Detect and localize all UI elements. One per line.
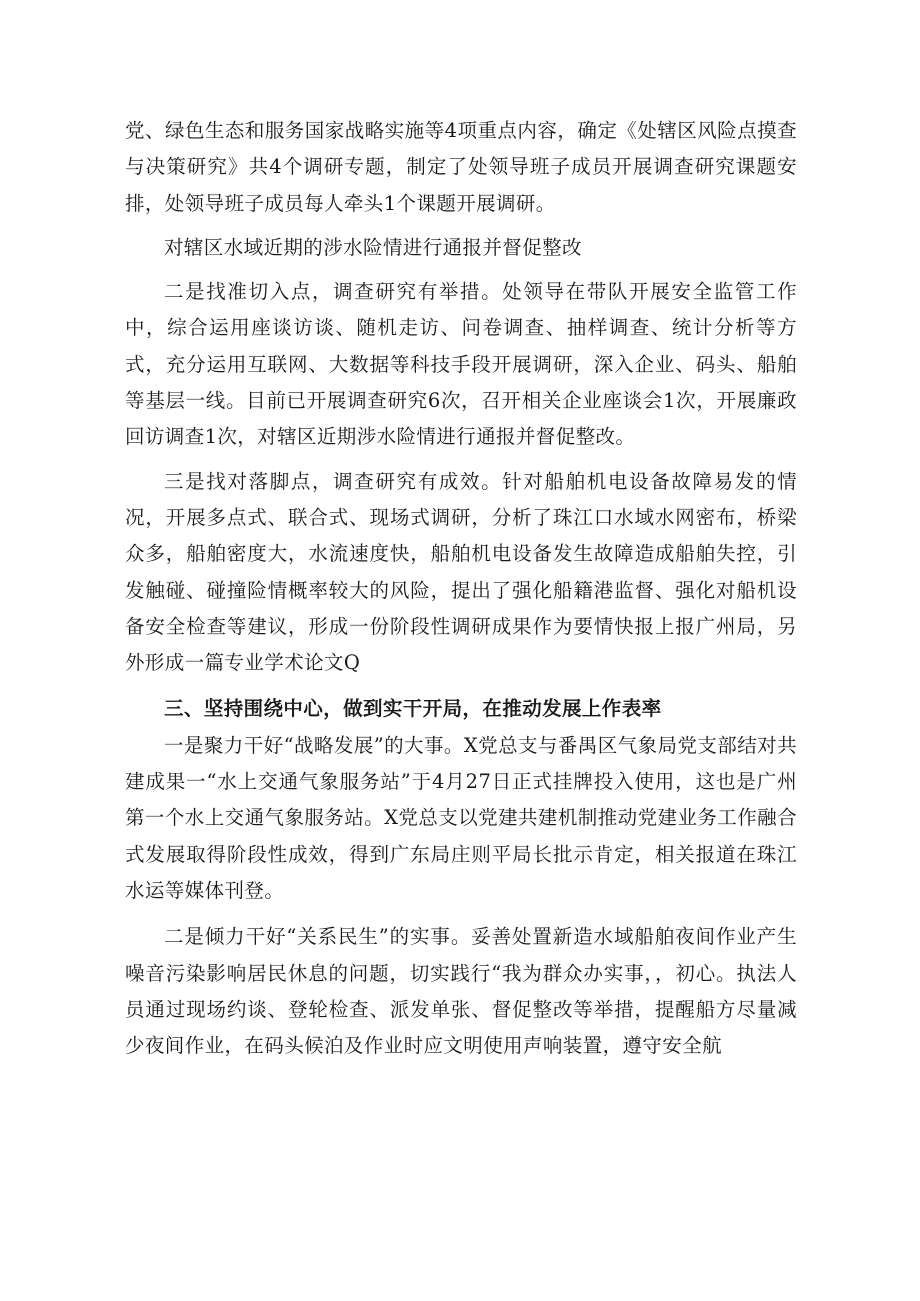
paragraph-livelihood: 二是倾力干好“关系民生”的实事。妥善处置新造水域船舶夜间作业产生噪音污染影响居民休息的问题，切实践行“我为群众办实事，，初心。执法人员通过现场约谈、登轮检查、派发单张、督促整改等举措，提醒船方尽量减少夜间作业，在码头候泊及作业时应文明使用声响装置，遵守安全航: [125, 925, 797, 1058]
paragraph-point-two: 二是找准切入点，调查研究有举措。处领导在带队开展安全监管工作中，综合运用座谈访谈、随机走访、问卷调查、抽样调查、统计分析等方式，充分运用互联网、大数据等科技手段开展调研，深入企业、码头、船舶等基层一线。目前已开展调查研究6次，召开相关企业座谈会1次，开展廉政回访调查1次，对辖区近期涉水险情进行通报并督促整改。: [125, 280, 797, 449]
paragraph-continuation: 党、绿色生态和服务国家战略实施等4项重点内容，确定《处辖区风险点摸查与决策研究》共4个调研专题，制定了处领导班子成员开展调查研究课题安排，处领导班子成员每人牵头1个课题开展调研。: [125, 119, 797, 215]
paragraph-point-three: 三是找对落脚点，调查研究有成效。针对船舶机电设备故障易发的情况，开展多点式、联合式、现场式调研，分析了珠江口水域水网密布，桥梁众多，船舶密度大，水流速度快，船舶机电设备发生故障造成船舶失控，引发触碰、碰撞险情概率较大的风险，提出了强化船籍港监督、强化对船机设备安全检查等建议，形成一份阶段性调研成果作为要情快报上报广州局，另外形成一篇专业学术论文Q: [125, 469, 797, 675]
document-body: [125, 113, 797, 1064]
paragraph-strategic-development: 一是聚力干好“战略发展”的大事。X党总支与番禺区气象局党支部结对共建成果一“水上交通气象服务站”于4月27日正式挂牌投入使用，这也是广州第一个水上交通气象服务站。X党总支以党建共建机制推动党建业务工作融合式发展取得阶段性成效，得到广东局庄则平局长批示肯定，相关报道在珠江水运等媒体刊登。: [125, 733, 797, 902]
section-heading-three: 三、坚持围绕中心，做到实干开局，在推动发展上作表率: [164, 697, 662, 721]
paragraph-note: 对辖区水域近期的涉水险情进行通报并督促整改: [164, 235, 582, 259]
